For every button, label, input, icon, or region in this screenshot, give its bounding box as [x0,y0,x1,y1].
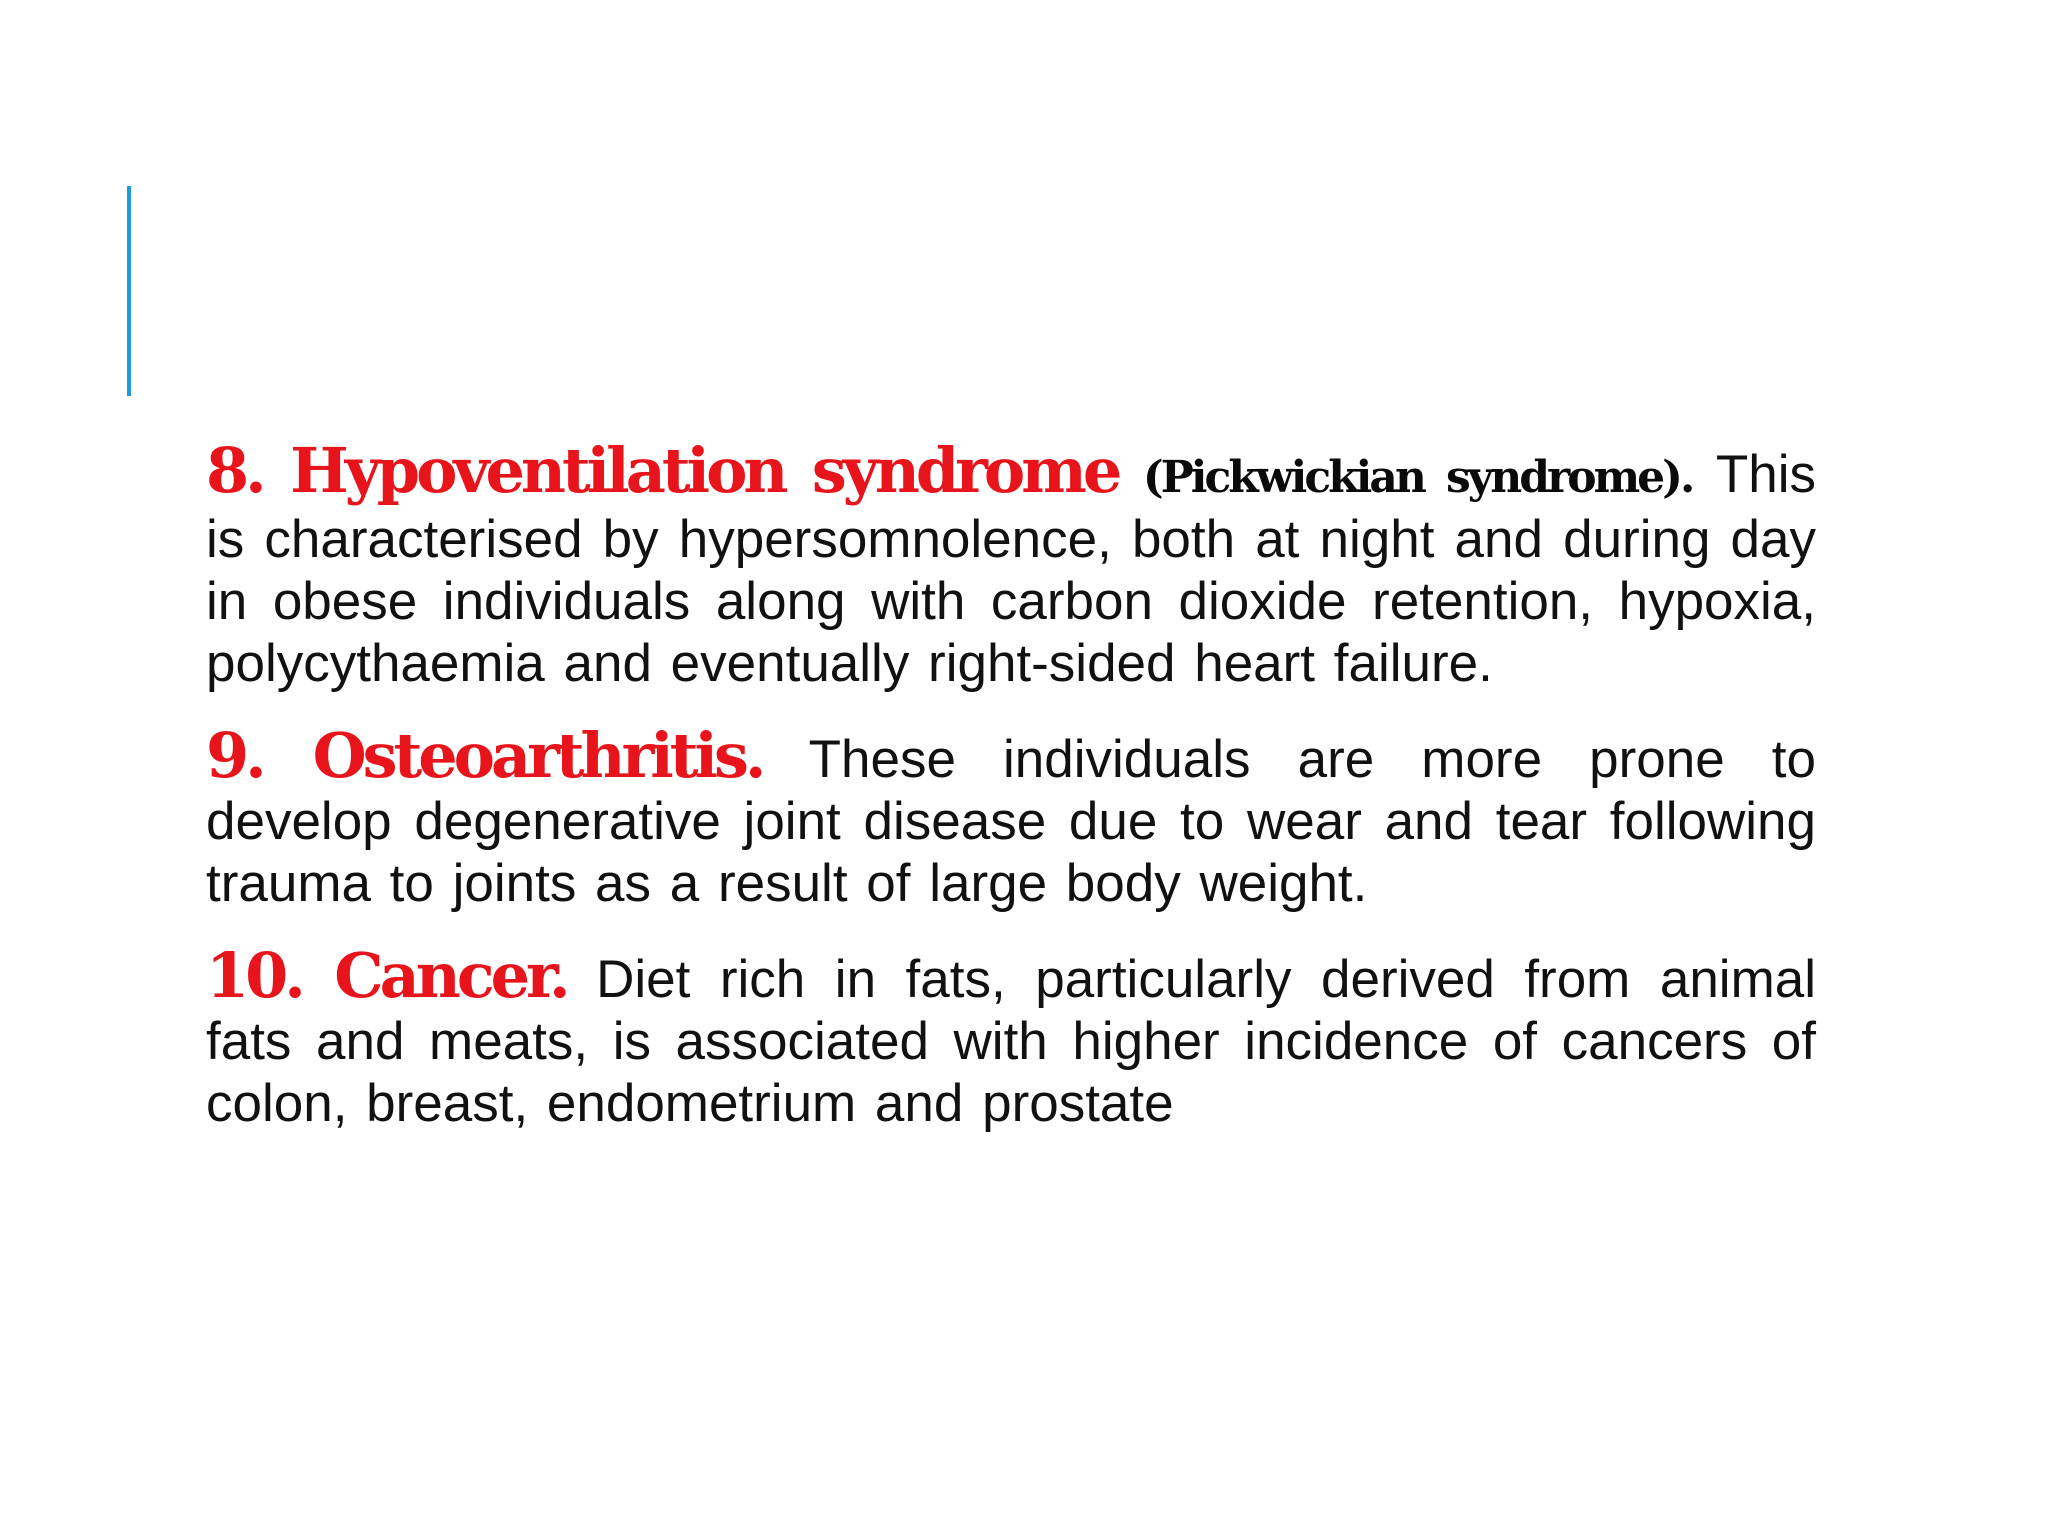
item-body: Diet rich in fats, particularly derived from animal fats and meats, is associated with higher incidence of cancers of colon, breast, endometrium and prostate [206,950,1816,1133]
slide-content [206,434,1816,1165]
item-osteoarthritis [206,719,1816,915]
item-hypoventilation [206,434,1816,695]
item-heading: 10. Cancer. [206,939,567,1012]
item-heading: 8. Hypoventilation syndrome [206,434,1119,507]
item-subheading: (Pickwickian syndrome). [1142,452,1693,503]
item-heading: 9. Osteoarthritis. [206,719,763,792]
item-cancer [206,939,1816,1135]
item-body: These individuals are more prone to develop degenerative joint disease due to wear and tear following trauma to joints as a result of large body weight. [206,730,1816,913]
item-body: This is characterised by hypersomnolence, both at night and during day in obese individuals along with carbon dioxide retention, hypoxia, polycythaemia and eventually right-sided heart failure. [206,445,1816,693]
accent-bar [127,186,131,396]
